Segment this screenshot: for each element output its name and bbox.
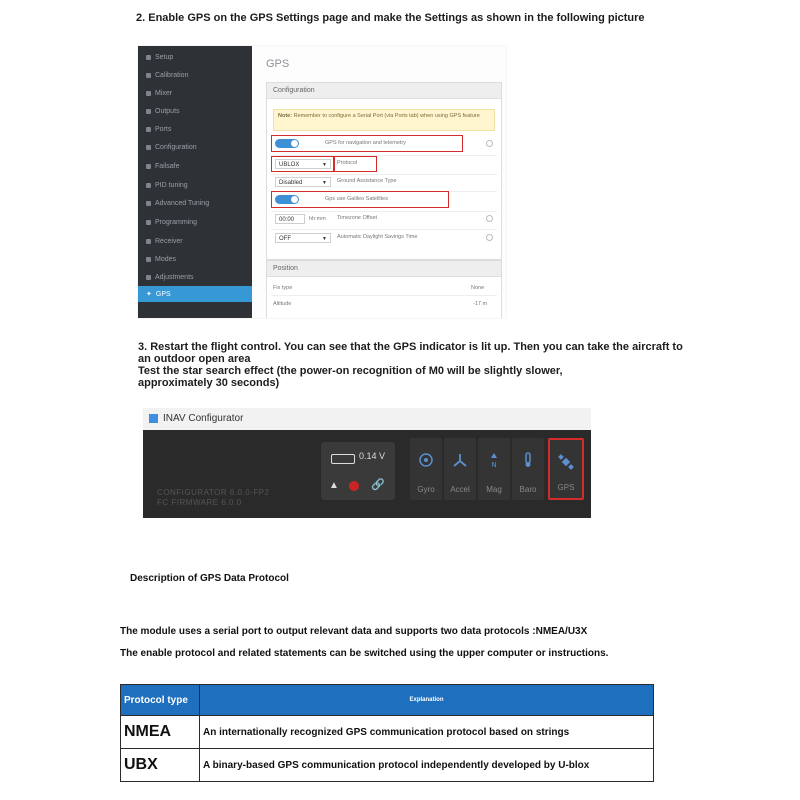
wrench-icon [146,55,151,60]
sidebar-item-outputs[interactable]: Outputs [146,108,180,115]
step3-line1: 3. Restart the flight control. You can see that the GPS indicator is lit up. Then you can take the aircraft to [138,341,683,353]
header-protocol-type: Protocol type [121,685,200,716]
fix-type-label: Fix type [273,285,293,291]
gps-main-panel [252,46,506,318]
chevron-down-icon: ▼ [322,162,327,168]
step3-line3: Test the star search effect (the power-on recognition of M0 will be slightly slower, [138,365,563,377]
altitude-value: -17 m [473,301,488,307]
battery-voltage: 0.14 V [359,451,386,461]
configurator-version: CONFIGURATOR 6.0.0-FP2 [157,488,270,497]
sidebar-item-programming[interactable]: Programming [146,219,197,226]
programming-icon [146,220,151,225]
sidebar-item-modes[interactable]: Modes [146,256,176,263]
help-icon [486,215,493,222]
highlight-box [271,135,463,152]
sidebar-item-calibration[interactable]: Calibration [146,72,188,79]
accel-icon [452,452,468,468]
inav-logo-icon [149,414,158,423]
sidebar-item-pid-tuning[interactable]: PID tuning [146,182,188,189]
svg-text:N: N [491,461,497,468]
satellite-icon [558,454,574,470]
galileo-label: Gps use Galileo Satellites [325,196,388,202]
protocol-type-cell: UBX [121,749,200,782]
step2-heading: 2. Enable GPS on the GPS Settings page and make the Settings as shown in the following picture [136,12,645,24]
sidebar [138,46,252,318]
chevron-down-icon: ▼ [322,236,327,242]
sidebar-item-adjustments[interactable]: Adjustments [146,274,194,281]
version-info [157,488,270,508]
header-explanation: Explanation [200,685,654,716]
sidebar-item-receiver[interactable]: Receiver [146,238,183,245]
sensor-baro: Baro [512,438,544,500]
sidebar-item-configuration[interactable]: Configuration [146,144,197,151]
pid-icon [146,183,151,188]
help-icon [486,140,493,147]
satellite-icon: ✦ [146,291,152,298]
sidebar-item-gps[interactable]: ✦ GPS [138,286,252,302]
divider [271,174,497,175]
ground-assistance-label: Ground Assistance Type [337,178,397,184]
tuning-icon [146,201,151,206]
sensor-gps: GPS [548,438,584,500]
table-header-row [121,685,654,716]
outputs-icon [146,109,151,114]
dst-label: Automatic Daylight Savings Time [337,234,418,240]
gyro-icon [418,452,434,468]
adjustments-icon [146,275,151,280]
receiver-icon [146,239,151,244]
sidebar-item-mixer[interactable]: Mixer [146,90,172,97]
sensor-gyro: Gyro [410,438,442,500]
table-row [121,716,654,749]
calibration-icon [146,73,151,78]
position-header: Position [267,261,501,277]
help-icon [486,234,493,241]
mixer-icon [146,91,151,96]
compass-icon [486,452,502,468]
sensor-accel: Accel [444,438,476,500]
description-title: Description of GPS Data Protocol [130,573,289,584]
altitude-label: Altitude [273,301,292,307]
failsafe-icon [146,164,151,169]
fix-type-value: None [471,285,485,291]
chevron-down-icon: ▼ [322,180,327,186]
record-icon [349,481,359,491]
protocol-table [120,684,654,782]
dst-select[interactable]: OFF ▼ [275,233,331,243]
step3-line4: approximately 30 seconds) [138,377,280,389]
timezone-input[interactable]: 00:00 [275,214,305,224]
protocol-type-cell: NMEA [121,716,200,749]
divider [271,211,497,212]
ground-assistance-select[interactable]: Disabled ▼ [275,177,331,187]
page-title: GPS [266,58,290,70]
window-titlebar [143,408,591,430]
timezone-unit: hh:mm [309,216,326,222]
warning-icon: ▲ [329,480,339,491]
link-icon[interactable]: 🔗 [371,479,385,491]
battery-icon [331,454,355,464]
highlight-box [271,156,335,172]
note-box: Note: Remember to configure a Serial Port (via Ports tab) when using GPS feature [273,109,495,131]
description-line2: The enable protocol and related statements can be switched using the upper computer or instructions. [120,648,609,659]
table-row [121,749,654,782]
configuration-panel [266,82,502,260]
position-panel [266,260,502,318]
thermometer-icon [520,452,536,468]
sidebar-item-failsafe[interactable]: Failsafe [146,163,180,170]
battery-panel [321,442,395,500]
explanation-cell: An internationally recognized GPS communication protocol based on strings [200,716,654,749]
inav-configurator-screenshot [143,408,591,518]
divider [271,229,497,230]
gear-icon [146,145,151,150]
description-line1: The module uses a serial port to output relevant data and supports two data protocols :NMEA/U3X [120,626,588,637]
protocol-select[interactable]: UBLOX ▼ [275,159,331,169]
highlight-box [333,156,377,172]
divider [271,295,497,296]
sensor-mag: N Mag [478,438,510,500]
explanation-cell: A binary-based GPS communication protocol independently developed by U-blox [200,749,654,782]
gps-nav-label: GPS for navigation and telemetry [325,140,407,146]
sidebar-item-setup[interactable]: Setup [146,54,173,61]
sidebar-item-ports[interactable]: Ports [146,126,171,133]
ports-icon [146,127,151,132]
gps-settings-screenshot [138,46,506,318]
timezone-label: Timezone Offset [337,215,378,221]
configuration-header: Configuration [267,83,501,99]
protocol-label: Protocol [337,160,358,166]
step3-line2: an outdoor open area [138,353,251,365]
window-title: INAV Configurator [163,413,244,424]
highlight-box [271,191,449,208]
modes-icon [146,257,151,262]
firmware-version: FC FIRMWARE 6.0.0 [157,498,242,507]
sidebar-item-advanced-tuning[interactable]: Advanced Tuning [146,200,209,207]
